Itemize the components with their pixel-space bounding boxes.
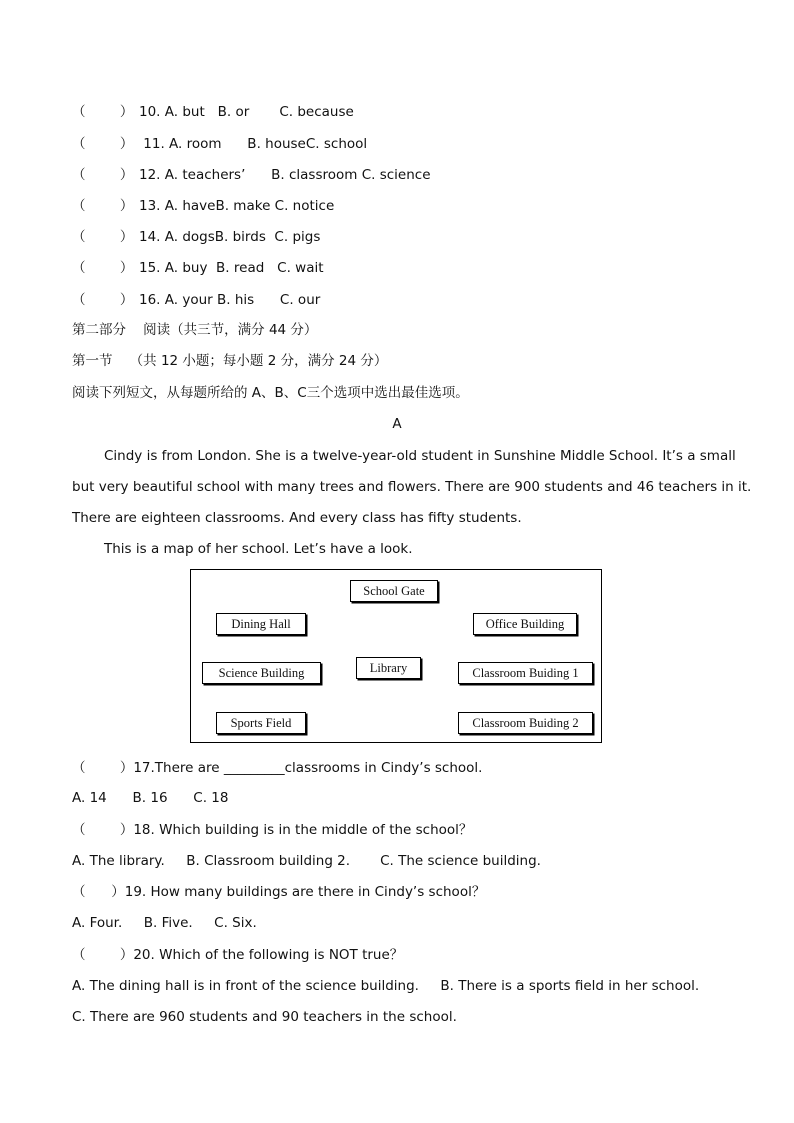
question-20-options-1: A. The dining hall is in front of the science building. B. There is a sports field in her school. xyxy=(72,978,700,994)
section1-title: 第一节 （共 12 小题；每小题 2 分，满分 24 分） xyxy=(72,353,388,369)
question-18: （ ）18. Which building is in the middle of the school？ xyxy=(72,822,473,838)
library: Library xyxy=(356,657,421,679)
instruction: 阅读下列短文，从每题所给的 A、B、C三个选项中选出最佳选项。 xyxy=(72,385,469,401)
question-16-text: 16. A. your B. his C. our xyxy=(139,292,321,308)
question-15-text: 15. A. buy B. read C. wait xyxy=(139,260,324,276)
dining-hall: Dining Hall xyxy=(216,613,306,635)
office-building: Office Building xyxy=(473,613,577,635)
question-11: （ ） xyxy=(72,136,134,152)
question-15: （ ） xyxy=(72,260,134,276)
question-16: （ ） xyxy=(72,292,134,308)
question-10: （ ） xyxy=(72,104,134,120)
question-12-text: 12. A. teachers’ B. classroom C. science xyxy=(139,167,431,183)
question-13-text: 13. A. haveB. make C. notice xyxy=(139,198,335,214)
question-18-options: A. The library. B. Classroom building 2. C. The science building. xyxy=(72,853,541,869)
sports-field: Sports Field xyxy=(216,712,306,734)
school-map xyxy=(190,569,602,743)
question-19: （ ）19. How many buildings are there in Cindy’s school？ xyxy=(72,884,486,900)
question-19-options: A. Four. B. Five. C. Six. xyxy=(72,915,257,931)
question-12: （ ） xyxy=(72,167,134,183)
passage-line-3: There are eighteen classrooms. And every class has fifty students. xyxy=(72,510,522,526)
question-20: （ ）20. Which of the following is NOT true？ xyxy=(72,947,404,963)
map-intro: This is a map of her school. Let’s have a look. xyxy=(104,541,413,557)
question-11-text: 11. A. room B. houseC. school xyxy=(139,136,368,152)
passage-label: A xyxy=(392,416,402,432)
passage-line-1: Cindy is from London. She is a twelve-year-old student in Sunshine Middle School. It’s a small xyxy=(104,448,736,464)
question-13: （ ） xyxy=(72,198,134,214)
question-10-text: 10. A. but B. or C. because xyxy=(139,104,354,120)
school-gate: School Gate xyxy=(350,580,438,602)
question-14: （ ） xyxy=(72,229,134,245)
classroom-building-1: Classroom Buiding 1 xyxy=(458,662,593,684)
science-building: Science Building xyxy=(202,662,321,684)
classroom-building-2: Classroom Buiding 2 xyxy=(458,712,593,734)
question-14-text: 14. A. dogsB. birds C. pigs xyxy=(139,229,321,245)
question-17: （ ）17.There are _________classrooms in Cindy’s school. xyxy=(72,760,483,776)
part2-title: 第二部分 阅读（共三节，满分 44 分） xyxy=(72,322,318,338)
question-20-options-2: C. There are 960 students and 90 teachers in the school. xyxy=(72,1009,457,1025)
question-17-options: A. 14 B. 16 C. 18 xyxy=(72,790,229,806)
passage-line-2: but very beautiful school with many trees and flowers. There are 900 students and 46 teachers in it. xyxy=(72,479,752,495)
